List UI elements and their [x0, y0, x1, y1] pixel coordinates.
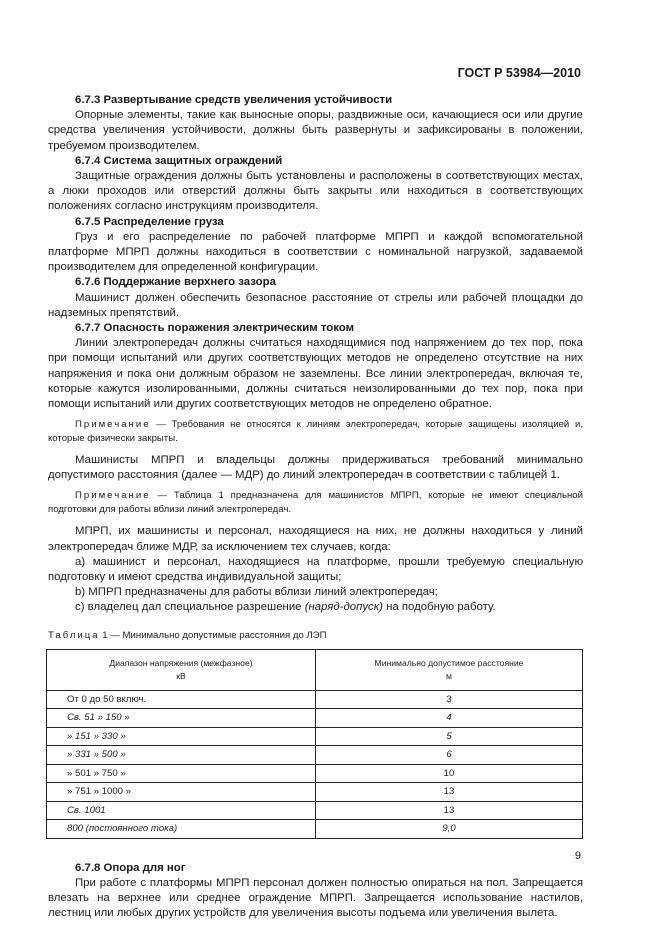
table-row	[47, 801, 583, 820]
table-cell-range: » 501 » 750 »	[47, 764, 316, 783]
section-heading: 6.7.4 Система защитных ограждений	[75, 154, 283, 167]
table-caption	[48, 628, 583, 643]
paragraph: Машинисты МПРП и владельцы должны придерживаться требований минимально допустимого расстояния (далее — МДР) до линий электропередач в соответствии с таблицей 1.	[48, 454, 583, 482]
spacer	[48, 839, 583, 861]
table-row	[47, 709, 583, 728]
table-caption-label: Таблица	[48, 629, 100, 641]
list-item-c	[48, 600, 583, 615]
table-cell-distance: 4	[316, 709, 583, 728]
table-row	[47, 820, 583, 839]
paragraph: Опорные элементы, такие как выносные опоры, раздвижные оси, качающиеся оси или другие средства увеличения устойчивости, должны быть развернуты и зафиксированы в положении, требуемом производителем.	[48, 109, 583, 152]
table-cell-distance: 3	[316, 690, 583, 709]
table-row	[47, 783, 583, 802]
note-text: — Таблица 1 предназначена для машинистов МПРП, которые не имеют специальной подготовки для работы вблизи линий электропередач.	[48, 490, 583, 515]
section-heading: 6.7.7 Опасность поражения электрическим током	[75, 322, 355, 335]
table-row	[47, 727, 583, 746]
paragraph: МПРП, их машинисты и персонал, находящиеся на них, не должны находиться у линий электропередач ближе МДР, за исключением тех случаев, когда:	[48, 525, 583, 553]
table-cell-range: Св. 1001	[47, 801, 316, 820]
page-content	[48, 93, 583, 922]
section-heading: 6.7.6 Поддержание верхнего зазора	[75, 276, 276, 289]
paragraph: Груз и его распределение по рабочей платформе МПРП и каждой вспомогательной платформе МПРП должны находиться в соответствии с номинальной нагрузкой, задаваемой производителем для определенной конфигурации.	[48, 230, 583, 274]
table-row	[47, 690, 583, 709]
table-cell-distance: 13	[316, 801, 583, 820]
note-label: Примечание	[75, 490, 151, 502]
table-cell-range: » 331 » 500 »	[47, 746, 316, 765]
list-item-c-end: на подобную работу.	[382, 601, 496, 614]
note-label: Примечание	[75, 419, 151, 431]
section-heading: 6.7.5 Распределение груза	[75, 215, 224, 228]
table-cell-distance: 6	[316, 746, 583, 765]
table-cell-range: От 0 до 50 включ.	[47, 690, 316, 709]
paragraph: Защитные ограждения должны быть установлены и расположены в соответствующих местах, а люки проходов или отверстий должны быть закрыты или находиться в соответствующих положениях согласно инструкциям производителя.	[48, 170, 583, 213]
note	[48, 489, 583, 516]
list-item-c-text: с) владелец дал специальное разрешение	[75, 601, 305, 614]
table-row	[47, 746, 583, 765]
section-heading: 6.7.3 Развертывание средств увеличения устойчивости	[75, 94, 393, 106]
list-item-a: а) машинист и персонал, находящиеся на платформе, прошли требуемую специальную подготовку и имеют средства индивидуальной защиты;	[48, 555, 583, 583]
list-item-b: b) МПРП предназначены для работы вблизи линий электропередач;	[75, 586, 438, 599]
standard-number: ГОСТ Р 53984—2010	[457, 66, 581, 80]
table-header-distance: Минимально допустимое расстояние м	[316, 649, 583, 690]
table-cell-distance: 13	[316, 783, 583, 802]
table-header-voltage: Диапазон напряжения (межфазное) кВ	[47, 649, 316, 690]
paragraph: Линии электропередач должны считаться находящимися под напряжением до тех пор, пока при помощи испытаний или других соответствующих методов не определено отсутствие на них напряжения и пока они должным образом не заземлены. Все линии электропередач, включая те, которые кажутся изолированными, должны считаться неизолированными до тех пор, пока при помощи испытаний или других соответствующих методов не определено обратное.	[48, 337, 583, 411]
table-caption-text: 1 — Минимально допустимые расстояния до ЛЭП	[99, 629, 327, 641]
table-cell-range: 800 (постоянного тока)	[47, 820, 316, 839]
note-text: — Требования не относятся к линиям электропередач, которые защищены изоляцией и, которые физически закрыты.	[48, 419, 583, 444]
page-number: 9	[574, 850, 581, 862]
table-cell-distance: 10	[316, 764, 583, 783]
table-header-row	[47, 649, 583, 690]
section-heading: 6.7.8 Опора для ног	[75, 861, 186, 874]
table-cell-distance: 5	[316, 727, 583, 746]
table-cell-range: » 751 » 1000 »	[47, 783, 316, 802]
list-item-c-italic: (наряд-допуск)	[304, 601, 383, 614]
table-cell-range: » 151 » 330 »	[47, 727, 316, 746]
table-cell-range: Св. 51 » 150 »	[47, 709, 316, 728]
paragraph: Машинист должен обеспечить безопасное расстояние от стрелы или рабочей площадки до надземных препятствий.	[48, 291, 583, 319]
paragraph: При работе с платформы МПРП персонал должен полностью опираться на пол. Запрещается влезать на верхнее или среднее ограждение МПРП. Запрещается использование настилов, лестниц или любых других устройств для увеличения высоты подъема или увеличения вылета.	[48, 876, 583, 920]
table-row	[47, 764, 583, 783]
note	[48, 418, 583, 445]
table-cell-distance: 9,0	[316, 820, 583, 839]
distance-table	[46, 649, 583, 839]
